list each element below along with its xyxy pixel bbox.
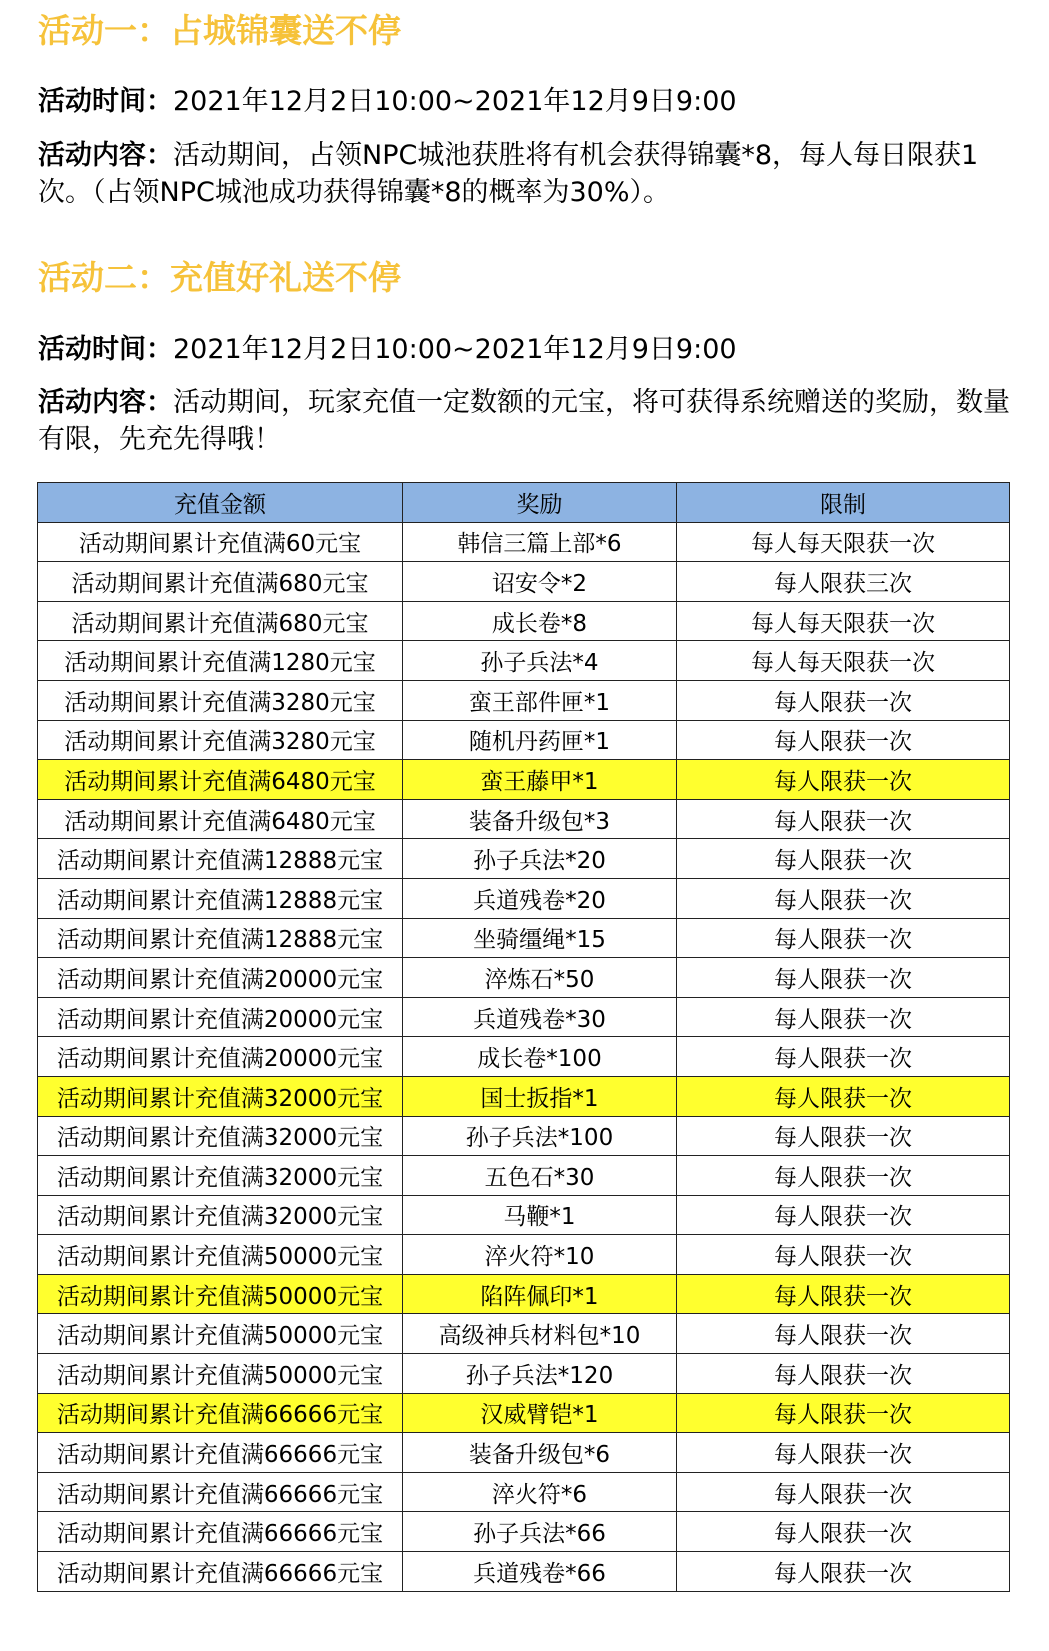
activity1-content [38,137,1023,211]
header-reward: 奖励 [403,483,677,523]
cell-reward: 诏安令*2 [403,562,677,602]
cell-limit: 每人限获一次 [677,1552,1010,1592]
cell-limit: 每人限获一次 [677,958,1010,998]
cell-reward: 汉威臂铠*1 [403,1393,677,1433]
cell-limit: 每人限获一次 [677,1512,1010,1552]
cell-limit: 每人限获一次 [677,1274,1010,1314]
cell-limit: 每人限获一次 [677,1393,1010,1433]
cell-amount: 活动期间累计充值满20000元宝 [38,958,403,998]
table-row [38,1274,1010,1314]
cell-amount: 活动期间累计充值满50000元宝 [38,1314,403,1354]
cell-amount: 活动期间累计充值满6480元宝 [38,760,403,800]
cell-reward: 装备升级包*3 [403,799,677,839]
cell-amount: 活动期间累计充值满680元宝 [38,601,403,641]
cell-reward: 淬炼石*50 [403,958,677,998]
cell-amount: 活动期间累计充值满20000元宝 [38,1037,403,1077]
table-row [38,1116,1010,1156]
cell-amount: 活动期间累计充值满66666元宝 [38,1433,403,1473]
cell-reward: 随机丹药匣*1 [403,720,677,760]
cell-limit: 每人限获一次 [677,720,1010,760]
activity2-time [38,331,1023,368]
cell-limit: 每人限获一次 [677,1235,1010,1275]
cell-amount: 活动期间累计充值满6480元宝 [38,799,403,839]
table-row [38,958,1010,998]
cell-limit: 每人限获一次 [677,997,1010,1037]
table-row [38,760,1010,800]
cell-reward: 淬火符*6 [403,1472,677,1512]
cell-amount: 活动期间累计充值满66666元宝 [38,1552,403,1592]
cell-amount: 活动期间累计充值满12888元宝 [38,839,403,879]
cell-amount: 活动期间累计充值满3280元宝 [38,720,403,760]
table-row [38,1552,1010,1592]
cell-limit: 每人每天限获一次 [677,522,1010,562]
header-limit: 限制 [677,483,1010,523]
cell-amount: 活动期间累计充值满32000元宝 [38,1076,403,1116]
cell-amount: 活动期间累计充值满12888元宝 [38,878,403,918]
cell-limit: 每人限获一次 [677,839,1010,879]
table-row [38,1156,1010,1196]
cell-limit: 每人限获一次 [677,1314,1010,1354]
cell-limit: 每人限获一次 [677,878,1010,918]
cell-reward: 国士扳指*1 [403,1076,677,1116]
cell-reward: 蛮王部件匣*1 [403,680,677,720]
activity2-title: 活动二：充值好礼送不停 [38,258,401,297]
table-header-row [38,483,1010,523]
cell-reward: 装备升级包*6 [403,1433,677,1473]
table-row [38,562,1010,602]
table-row [38,1235,1010,1275]
reward-table-container [37,482,1009,1592]
table-row [38,878,1010,918]
cell-limit: 每人限获一次 [677,1156,1010,1196]
cell-limit: 每人每天限获一次 [677,641,1010,681]
table-row [38,918,1010,958]
cell-amount: 活动期间累计充值满32000元宝 [38,1195,403,1235]
table-row [38,1393,1010,1433]
cell-reward: 孙子兵法*20 [403,839,677,879]
table-row [38,1354,1010,1394]
cell-reward: 成长卷*100 [403,1037,677,1077]
reward-table [37,482,1010,1592]
table-row [38,720,1010,760]
cell-amount: 活动期间累计充值满60元宝 [38,522,403,562]
activity1-title: 活动一：占城锦囊送不停 [38,11,401,50]
table-row [38,601,1010,641]
cell-limit: 每人限获一次 [677,760,1010,800]
cell-amount: 活动期间累计充值满3280元宝 [38,680,403,720]
cell-amount: 活动期间累计充值满50000元宝 [38,1235,403,1275]
cell-amount: 活动期间累计充值满32000元宝 [38,1116,403,1156]
cell-limit: 每人限获一次 [677,680,1010,720]
cell-limit: 每人限获一次 [677,918,1010,958]
cell-limit: 每人限获一次 [677,799,1010,839]
cell-amount: 活动期间累计充值满680元宝 [38,562,403,602]
cell-limit: 每人限获三次 [677,562,1010,602]
reward-table-body [38,522,1010,1591]
cell-limit: 每人限获一次 [677,1037,1010,1077]
cell-reward: 坐骑缰绳*15 [403,918,677,958]
cell-limit: 每人限获一次 [677,1354,1010,1394]
cell-amount: 活动期间累计充值满32000元宝 [38,1156,403,1196]
table-row [38,641,1010,681]
table-row [38,1512,1010,1552]
table-row [38,997,1010,1037]
cell-reward: 兵道残卷*20 [403,878,677,918]
cell-reward: 兵道残卷*66 [403,1552,677,1592]
activity2-time-value: 2021年12月2日10:00~2021年12月9日9:00 [173,334,737,365]
cell-reward: 兵道残卷*30 [403,997,677,1037]
cell-amount: 活动期间累计充值满50000元宝 [38,1274,403,1314]
cell-limit: 每人每天限获一次 [677,601,1010,641]
cell-amount: 活动期间累计充值满1280元宝 [38,641,403,681]
cell-reward: 五色石*30 [403,1156,677,1196]
table-row [38,1076,1010,1116]
cell-reward: 孙子兵法*66 [403,1512,677,1552]
activity1-time [38,83,1023,120]
cell-reward: 陷阵佩印*1 [403,1274,677,1314]
cell-limit: 每人限获一次 [677,1116,1010,1156]
cell-reward: 淬火符*10 [403,1235,677,1275]
cell-limit: 每人限获一次 [677,1076,1010,1116]
cell-reward: 韩信三篇上部*6 [403,522,677,562]
cell-reward: 高级神兵材料包*10 [403,1314,677,1354]
cell-reward: 孙子兵法*100 [403,1116,677,1156]
cell-amount: 活动期间累计充值满20000元宝 [38,997,403,1037]
activity1-time-value: 2021年12月2日10:00~2021年12月9日9:00 [173,86,737,117]
table-row [38,839,1010,879]
table-row [38,1433,1010,1473]
cell-limit: 每人限获一次 [677,1433,1010,1473]
table-row [38,1195,1010,1235]
table-row [38,799,1010,839]
cell-reward: 孙子兵法*4 [403,641,677,681]
cell-reward: 马鞭*1 [403,1195,677,1235]
activity2-content [38,384,1023,458]
table-row [38,522,1010,562]
table-row [38,680,1010,720]
activity2-content-label: 活动内容： [38,387,173,418]
cell-amount: 活动期间累计充值满66666元宝 [38,1393,403,1433]
cell-reward: 孙子兵法*120 [403,1354,677,1394]
table-row [38,1037,1010,1077]
cell-amount: 活动期间累计充值满12888元宝 [38,918,403,958]
activity2-content-value: 活动期间，玩家充值一定数额的元宝，将可获得系统赠送的奖励，数量有限，先充先得哦！ [38,387,1010,455]
cell-limit: 每人限获一次 [677,1195,1010,1235]
activity1-content-label: 活动内容： [38,140,173,171]
table-row [38,1314,1010,1354]
cell-reward: 蛮王藤甲*1 [403,760,677,800]
header-amount: 充值金额 [38,483,403,523]
activity1-time-label: 活动时间： [38,86,173,117]
cell-amount: 活动期间累计充值满66666元宝 [38,1512,403,1552]
table-row [38,1472,1010,1512]
cell-limit: 每人限获一次 [677,1472,1010,1512]
cell-reward: 成长卷*8 [403,601,677,641]
cell-amount: 活动期间累计充值满50000元宝 [38,1354,403,1394]
cell-amount: 活动期间累计充值满66666元宝 [38,1472,403,1512]
activity1-content-value: 活动期间，占领NPC城池获胜将有机会获得锦囊*8，每人每日限获1次。（占领NPC城池成功获得锦囊*8的概率为30%）。 [38,140,979,208]
activity2-time-label: 活动时间： [38,334,173,365]
